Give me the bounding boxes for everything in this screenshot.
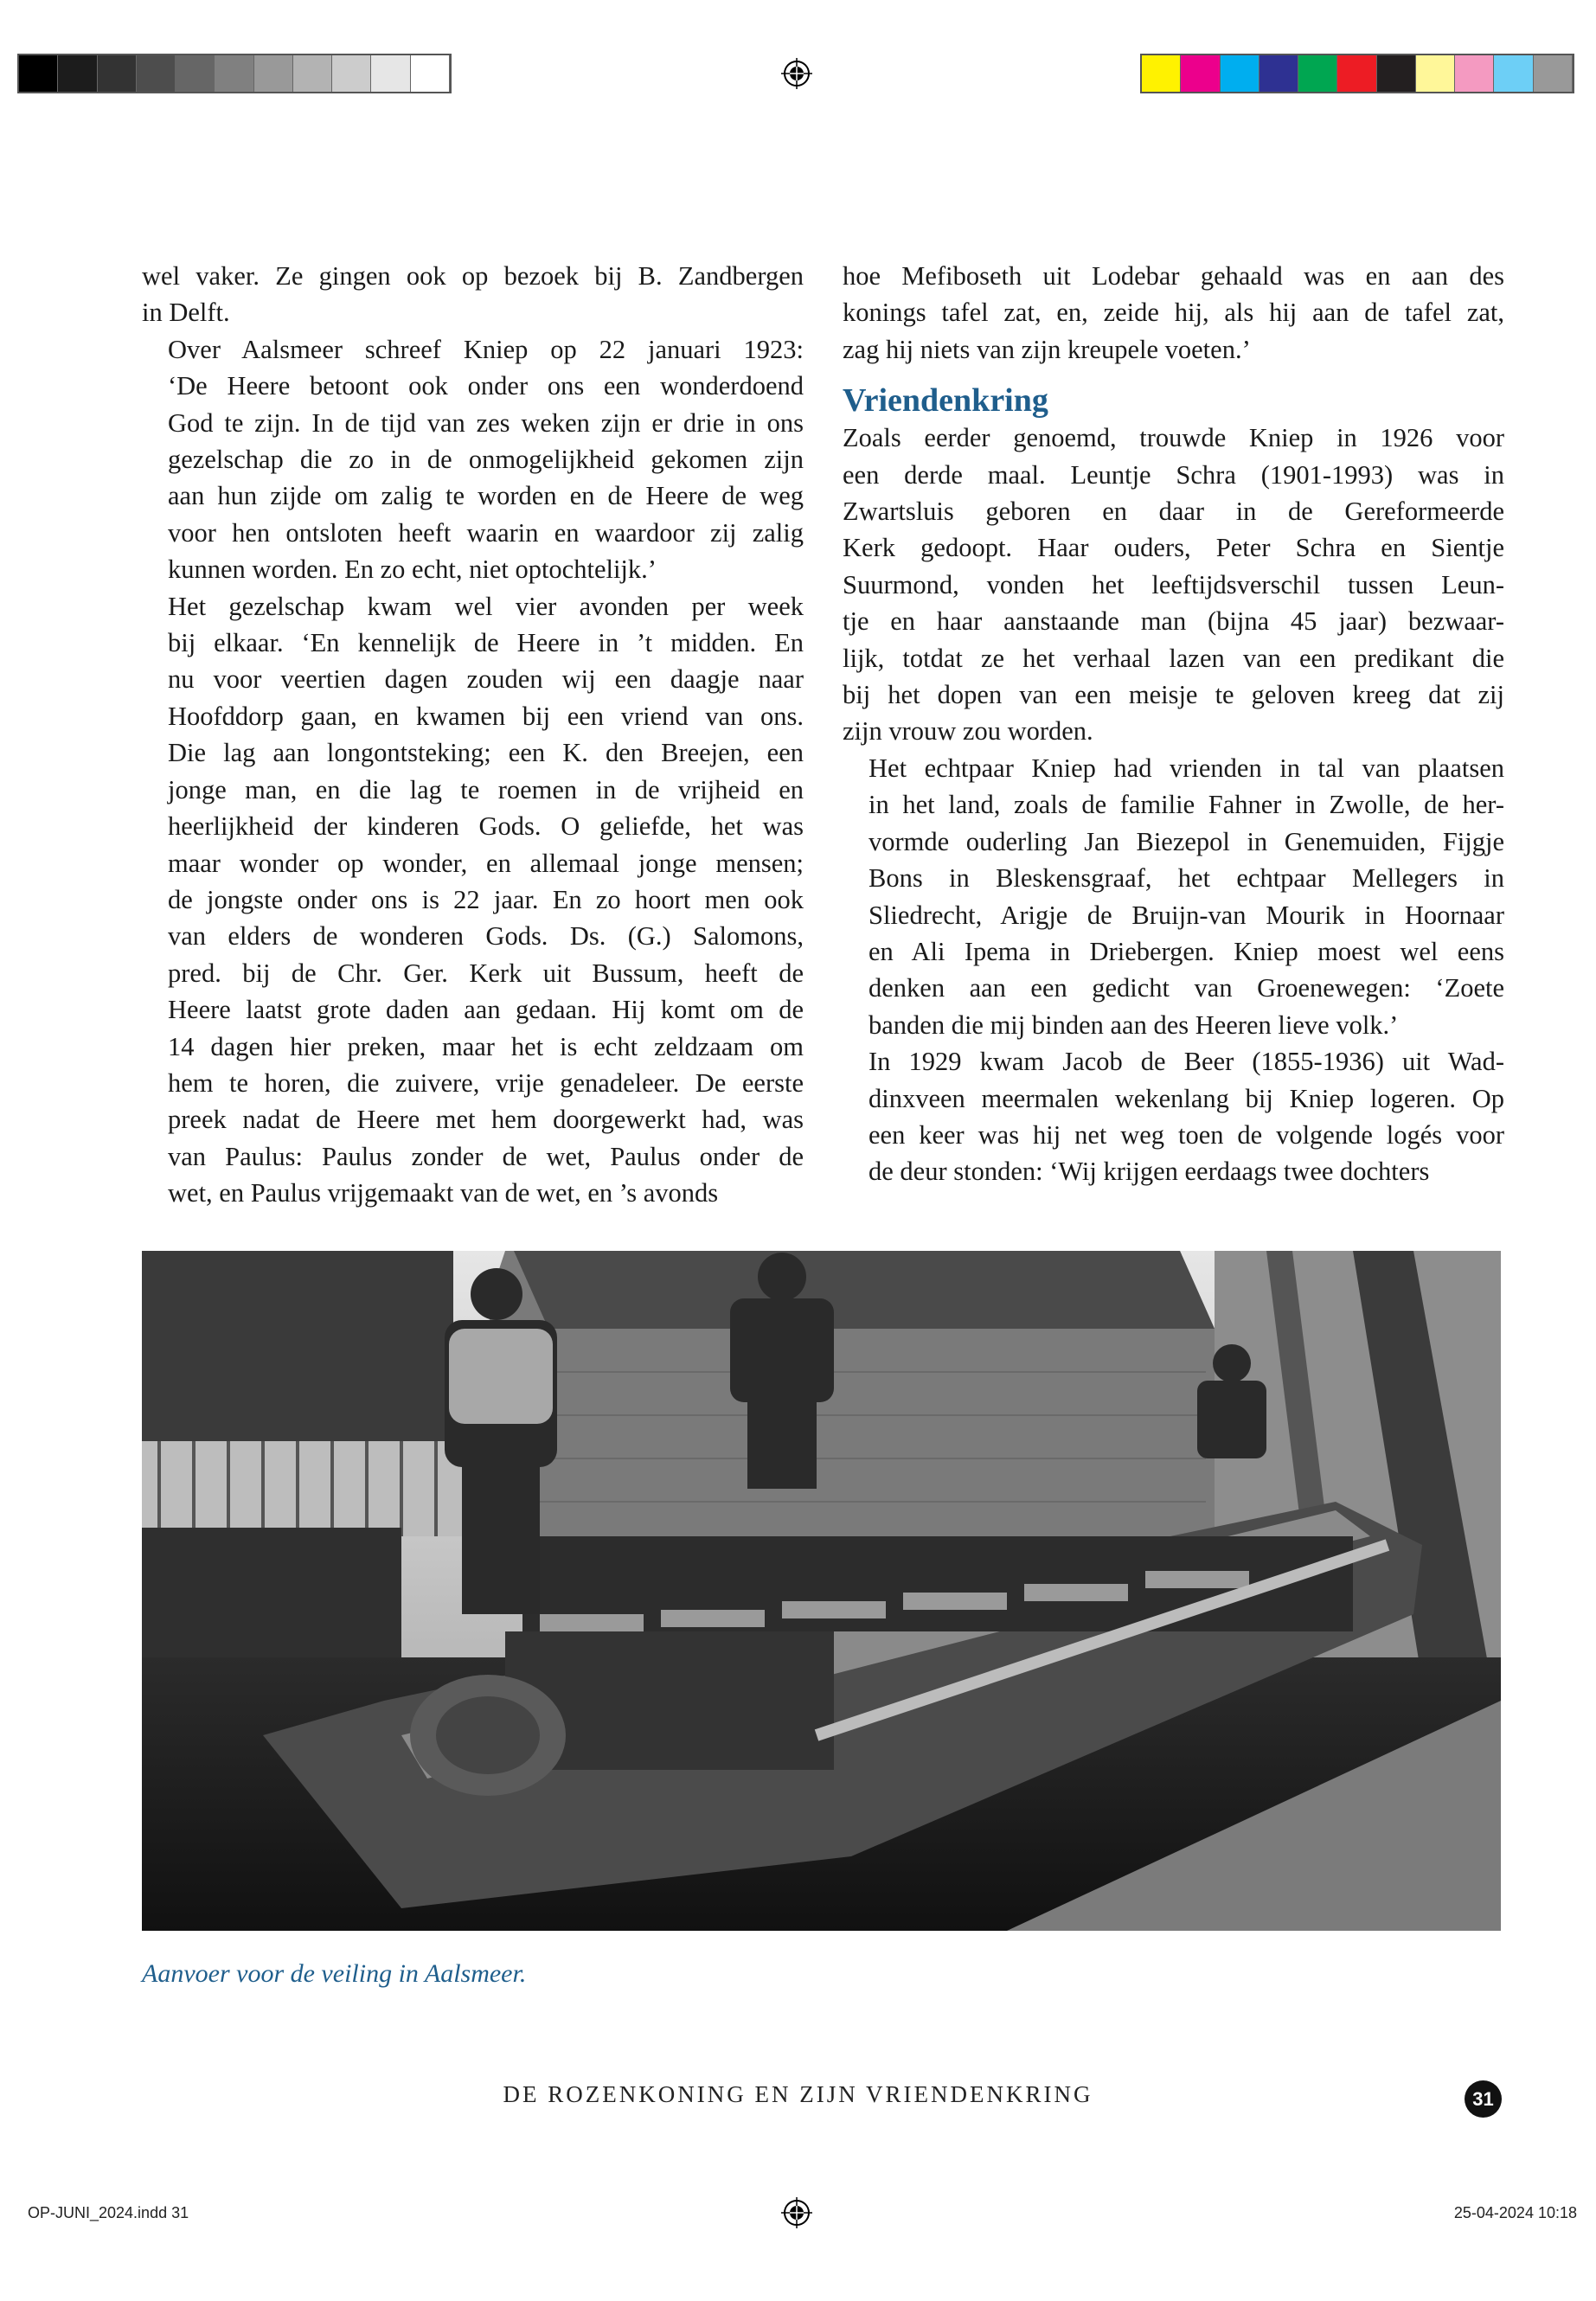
- text-line: In 1929 kwam Jacob de Beer (1855-1936) uit Wad-: [869, 1047, 1504, 1077]
- text-line: aan hun zijde om zalig te worden en de Heere de weg: [168, 481, 804, 511]
- slug-datetime: 25-04-2024 10:18: [1453, 2204, 1577, 2221]
- registration-mark-icon: [781, 2197, 812, 2228]
- grayscale-control-bar: [17, 54, 452, 93]
- text-line: Het gezelschap kwam wel vier avonden per week: [168, 591, 804, 621]
- gray-swatch: [371, 55, 410, 92]
- color-swatch: [1337, 55, 1376, 92]
- text-line: hoe Mefiboseth uit Lodebar gehaald was en aan des: [843, 261, 1504, 291]
- text-line: pred. bij de Chr. Ger. Kerk uit Bussum, heeft de: [168, 958, 804, 988]
- text-line: Zoals eerder genoemd, trouwde Kniep in 1926 voor: [843, 423, 1504, 453]
- right-intro-paragraph: [843, 258, 1504, 368]
- text-line: nu voor veertien dagen zouden wij een daagje naar: [168, 664, 804, 695]
- paragraph: [142, 258, 804, 331]
- text-line: ‘De Heere betoont ook onder ons een wonderdoend: [168, 371, 804, 401]
- text-line: God te zijn. In de tijd van zes weken zijn er drie in ons: [168, 407, 804, 438]
- text-line: denken aan een gedicht van Groenewegen: ‘Zoete: [869, 973, 1504, 1003]
- paragraph: [142, 331, 804, 588]
- text-line: zag hij niets van zijn kreupele voeten.’: [843, 334, 1251, 364]
- text-line: Over Aalsmeer schreef Kniep op 22 januari 1923:: [168, 334, 804, 364]
- text-line: in het land, zoals de familie Fahner in Zwolle, de her-: [869, 790, 1504, 820]
- text-line: Sliedrecht, Arigje de Bruijn-van Mourik in Hoornaar: [869, 900, 1504, 930]
- gray-swatch: [98, 55, 137, 92]
- text-line: de deur stonden: ‘Wij krijgen eerdaags twee dochters: [869, 1157, 1430, 1187]
- text-line: kunnen worden. En zo echt, niet optochtelijk.’: [168, 554, 657, 585]
- text-line: een keer was hij net weg toen de volgende logés voor: [869, 1119, 1504, 1150]
- text-line: vormde ouderling Jan Biezepol in Genemuiden, Fijgje: [869, 826, 1504, 856]
- text-line: konings tafel zat, en, zeide hij, als hij aan de tafel zat,: [843, 298, 1504, 328]
- text-line: maar wonder op wonder, en allemaal jonge mensen;: [168, 848, 804, 878]
- text-line: Heere laatst grote daden aan gedaan. Hij komt om de: [168, 995, 804, 1025]
- page-number: 31: [1465, 2080, 1502, 2118]
- left-text-column: [142, 258, 804, 1212]
- right-text-column: [843, 258, 1504, 1190]
- text-line: in Delft.: [142, 298, 230, 328]
- text-line: 14 dagen hier preken, maar het is echt zeldzaam om: [168, 1031, 804, 1061]
- gray-swatch: [215, 55, 253, 92]
- text-line: Die lag aan longontsteking; een K. den Breejen, een: [168, 738, 804, 768]
- text-line: bij elkaar. ‘En kennelijk de Heere in ’t midden. En: [168, 628, 804, 658]
- gray-swatch: [137, 55, 176, 92]
- color-swatch: [1455, 55, 1494, 92]
- text-line: Hoofddorp gaan, en kwamen bij een vriend van ons.: [168, 701, 804, 731]
- text-line: van elders de wonderen Gods. Ds. (G.) Salomons,: [168, 921, 804, 952]
- color-swatch: [1259, 55, 1298, 92]
- gray-swatch: [293, 55, 332, 92]
- paragraph: [843, 1043, 1504, 1190]
- gray-swatch: [332, 55, 371, 92]
- slug-file-info: OP-JUNI_2024.indd 31: [28, 2204, 189, 2221]
- color-swatch: [1494, 55, 1533, 92]
- right-body: [843, 420, 1504, 1190]
- gray-swatch: [254, 55, 293, 92]
- gray-swatch: [19, 55, 58, 92]
- text-line: Kerk gedoopt. Haar ouders, Peter Schra en Sientje: [843, 533, 1504, 563]
- paragraph: [843, 420, 1504, 750]
- text-line: preek nadat de Heere met hem doorgewerkt had, was: [168, 1105, 804, 1135]
- text-line: Zwartsluis geboren en daar in de Gereformeerde: [843, 497, 1504, 527]
- gray-swatch: [411, 55, 450, 92]
- text-line: lijk, totdat ze het verhaal lazen van een predikant die: [843, 643, 1504, 673]
- gray-swatch: [58, 55, 97, 92]
- text-line: en Ali Ipema in Driebergen. Kniep moest wel eens: [869, 936, 1504, 966]
- section-heading: Vriendenkring: [843, 382, 1048, 420]
- text-line: zijn vrouw zou worden.: [843, 716, 1093, 747]
- text-line: voor hen ontsloten heeft waarin en waardoor zij zalig: [168, 517, 804, 548]
- text-line: bij het dopen van een meisje te geloven kreeg dat zij: [843, 680, 1504, 710]
- text-line: jonge man, en die lag te roemen in de vrijheid en: [168, 774, 804, 804]
- text-line: een derde maal. Leuntje Schra (1901-1993) was in: [843, 459, 1504, 490]
- text-line: hem te horen, die zuivere, vrije genadeleer. De eerste: [168, 1067, 804, 1098]
- photo-caption: Aanvoer voor de veiling in Aalsmeer.: [142, 1959, 527, 1988]
- historical-photo-boat: [142, 1251, 1501, 1931]
- registration-mark-icon: [781, 58, 812, 89]
- text-line: Suurmond, vonden het leeftijdsverschil tussen Leun-: [843, 569, 1504, 599]
- text-line: banden die mij binden aan des Heeren lieve volk.’: [869, 1009, 1399, 1040]
- color-control-bar: [1140, 54, 1574, 93]
- running-title: DE ROZENKONING EN ZIJN VRIENDENKRING: [503, 2081, 1093, 2107]
- color-swatch: [1534, 55, 1573, 92]
- text-line: Bons in Bleskensgraaf, het echtpaar Mellegers in: [869, 863, 1504, 894]
- color-swatch: [1298, 55, 1337, 92]
- text-line: heerlijkheid der kinderen Gods. O geliefde, het was: [168, 811, 804, 842]
- text-line: wet, en Paulus vrijgemaakt van de wet, en ’s avonds: [168, 1178, 719, 1208]
- color-swatch: [1142, 55, 1181, 92]
- color-swatch: [1377, 55, 1416, 92]
- text-line: dinxveen meermalen wekenlang bij Kniep logeren. Op: [869, 1083, 1504, 1113]
- text-line: tje en haar aanstaande man (bijna 45 jaar) bezwaar-: [843, 606, 1504, 637]
- color-swatch: [1416, 55, 1455, 92]
- paragraph: [142, 588, 804, 1212]
- text-line: van Paulus: Paulus zonder de wet, Paulus onder de: [168, 1141, 804, 1171]
- text-line: gezelschap die zo in de onmogelijkheid gekomen zijn: [168, 445, 804, 475]
- color-swatch: [1221, 55, 1259, 92]
- gray-swatch: [176, 55, 215, 92]
- color-swatch: [1181, 55, 1220, 92]
- text-line: de jongste onder ons is 22 jaar. En zo hoort men ook: [168, 884, 804, 914]
- paragraph: [843, 750, 1504, 1043]
- text-line: wel vaker. Ze gingen ook op bezoek bij B. Zandbergen: [142, 261, 804, 291]
- text-line: Het echtpaar Kniep had vrienden in tal van plaatsen: [869, 753, 1504, 783]
